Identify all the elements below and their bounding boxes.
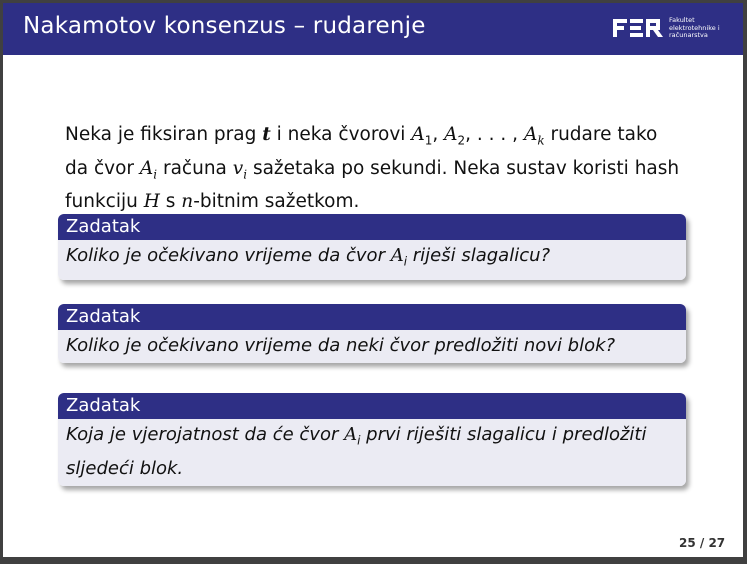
math-t: t [262,124,271,145]
intro-text: računa [157,157,233,179]
task-block-body [58,240,686,280]
intro-text: Neka je fiksiran prag [65,124,263,145]
math-sub: i [357,433,361,448]
task-text: Koliko je očekivano vrijeme da čvor [66,245,391,266]
math-sub: 1 [424,133,433,148]
task-block-2 [58,304,686,363]
intro-text: i neka čvorovi [270,124,412,145]
task-text: Koja je vjerojatnost da će čvor [66,424,345,445]
intro-text: , . . . , [465,124,524,145]
math-A: A [390,245,404,266]
task-block-3 [58,393,686,486]
math-sub: k [537,133,545,148]
intro-paragraph [65,121,685,216]
task-block-title: Zadatak [58,214,686,240]
task-block-title: Zadatak [58,393,686,419]
math-sub: i [403,254,408,269]
fer-logo-icon [613,17,665,39]
logo-line-3: računarstva [669,31,708,39]
math-v: v [232,157,244,179]
slide-title: Nakamotov konsenzus – rudarenje [23,13,426,39]
logo-text [669,17,720,40]
fer-logo [613,17,733,43]
task-block-body [58,419,686,486]
task-block-1 [58,214,686,280]
math-n: n [181,191,194,213]
math-A: A [523,124,538,145]
slide-header [3,3,743,55]
math-A: A [444,124,458,145]
intro-text: rudare tako da čvor [65,124,658,179]
math-A: A [139,157,154,179]
math-A: A [411,124,425,145]
intro-text: sažetaka po sekundi. Neka sustav koristi hash funkciju [65,157,680,213]
intro-text: s [159,191,182,213]
math-H: H [143,191,160,213]
logo-line-2: elektrotehnike i [669,23,720,32]
task-block-title: Zadatak [58,304,686,330]
intro-text: , [432,124,445,145]
logo-line-1: Fakultet [669,16,695,24]
task-text: prvi riješiti slagalicu i predložiti sljedeći blok. [66,424,647,479]
math-A: A [344,424,358,445]
math-sub: i [243,167,248,182]
math-sub: i [153,167,158,182]
task-text: riješi slagalicu? [407,245,551,266]
task-block-body: Koliko je očekivano vrijeme da neki čvor predložiti novi blok? [58,330,686,363]
page-number: 25 / 27 [679,536,726,550]
slide [3,3,743,557]
math-sub: 2 [457,133,466,148]
intro-text: -bitnim sažetkom. [193,191,360,213]
